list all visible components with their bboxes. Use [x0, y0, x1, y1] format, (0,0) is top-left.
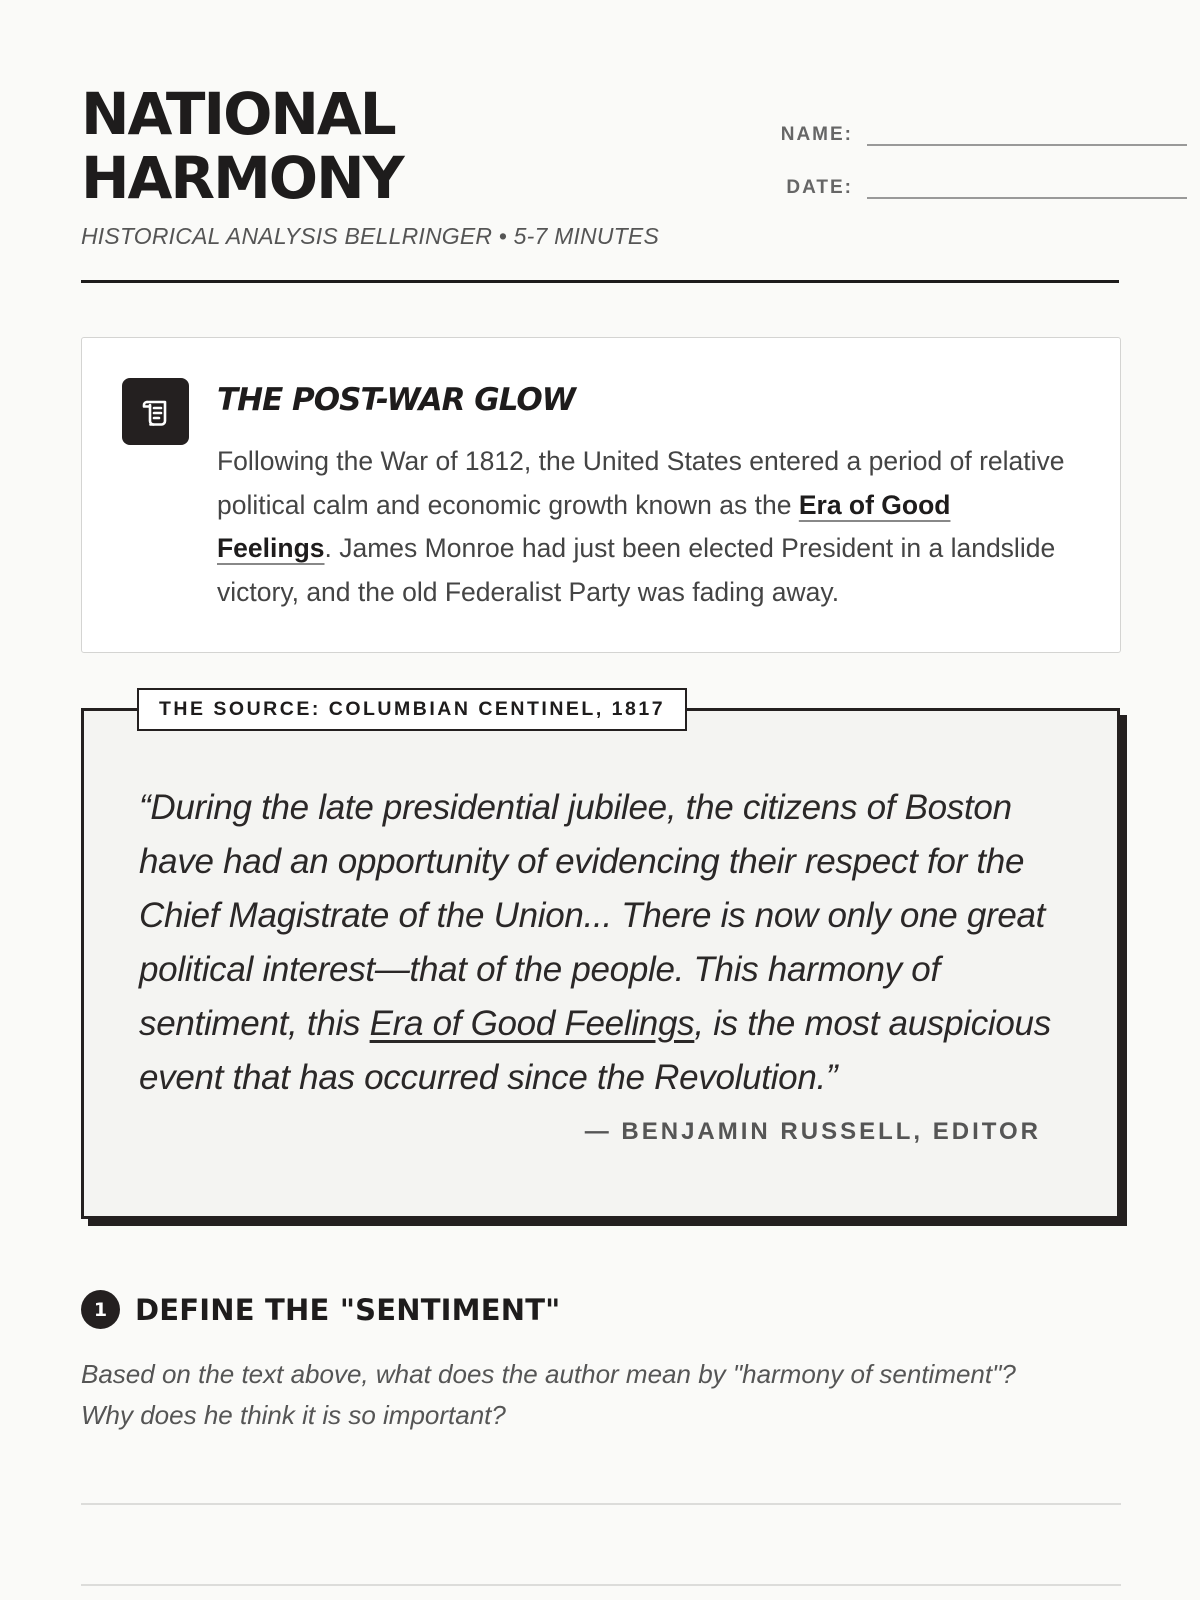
date-field[interactable] [867, 166, 1187, 199]
question-number-badge: 1 [81, 1290, 120, 1329]
date-field-row [711, 166, 1187, 199]
source-tag: THE SOURCE: COLUMBIAN CENTINEL, 1817 [137, 688, 687, 731]
quote-start: “During the late presidential jubilee, the citizens of Boston have had an opportunity of evidencing their respect for the Chief Magistrate of the Union... There is now only one great political interest—that of the people. This harmony of sentiment, this [139, 788, 1046, 1043]
question-prompt [81, 1354, 1121, 1436]
page-subtitle: HISTORICAL ANALYSIS BELLRINGER • 5-7 MINUTES [81, 223, 659, 249]
primary-source-box [81, 698, 1120, 1219]
context-heading: THE POST-WAR GLOW [217, 382, 575, 418]
answer-line[interactable] [81, 1584, 1121, 1586]
context-text [217, 440, 1067, 614]
key-term: Era of Good Feelings [217, 489, 951, 563]
title-line-2: HARMONY [81, 144, 403, 212]
worksheet-header [81, 0, 1119, 283]
source-attribution: — BENJAMIN RUSSELL, EDITOR [584, 1118, 1041, 1145]
question-title: DEFINE THE "SENTIMENT" [135, 1292, 561, 1327]
source-quote [139, 781, 1069, 1105]
title-line-1: NATIONAL [81, 80, 395, 148]
page-title [81, 82, 403, 210]
scroll-icon [122, 378, 189, 445]
name-field-row [711, 113, 1187, 146]
question-header [81, 1290, 561, 1329]
answer-line[interactable] [81, 1503, 1121, 1505]
quote-end: , is the most auspicious event that has occurred since the Revolution.” [139, 1004, 1051, 1097]
name-label: NAME: [780, 124, 853, 145]
prompt-line-1: Based on the text above, what does the author mean by "harmony of sentiment"? [81, 1359, 1016, 1389]
context-text-end: . James Monroe had just been elected President in a landslide victory, and the old Federalist Party was fading away. [217, 533, 1056, 607]
prompt-line-2: Why does he think it is so important? [81, 1400, 506, 1430]
context-card [81, 337, 1121, 653]
date-label: DATE: [786, 177, 853, 198]
quote-key-term: Era of Good Feelings [369, 1004, 695, 1043]
context-text-start: Following the War of 1812, the United States entered a period of relative political calm and economic growth known as the [217, 446, 1065, 520]
name-field[interactable] [867, 113, 1187, 146]
